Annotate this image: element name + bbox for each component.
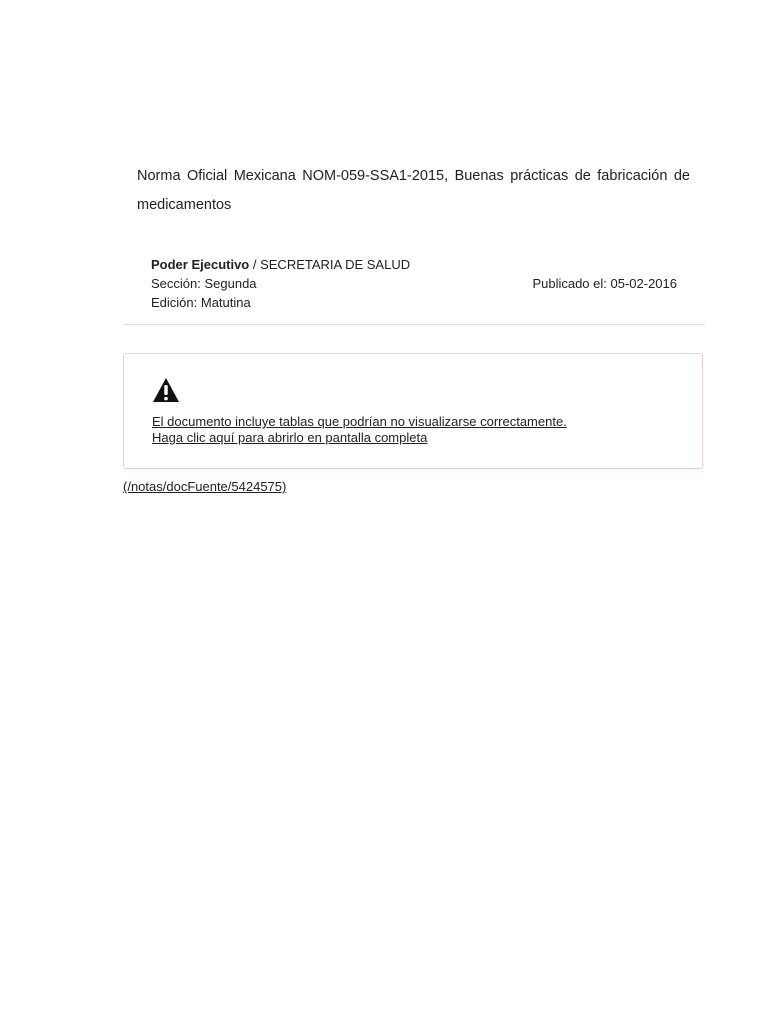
edition-label: Edición: Matutina bbox=[151, 295, 251, 310]
branch-agency bbox=[151, 255, 410, 274]
meta-row-section bbox=[151, 274, 677, 293]
publication-meta bbox=[151, 255, 677, 312]
divider bbox=[123, 324, 705, 325]
open-fullscreen-link[interactable] bbox=[152, 414, 567, 446]
branch-separator: / bbox=[249, 257, 261, 272]
tables-warning-alert bbox=[123, 353, 703, 469]
source-document-link[interactable]: (/notas/docFuente/5424575) bbox=[123, 479, 287, 494]
meta-row-branch bbox=[151, 255, 677, 274]
agency-label: SECRETARIA DE SALUD bbox=[260, 257, 411, 272]
document-title: Norma Oficial Mexicana NOM-059-SSA1-2015, Buenas prácticas de fabricación de medicamentos bbox=[137, 168, 690, 213]
meta-row-edition bbox=[151, 293, 677, 312]
warning-icon bbox=[152, 377, 180, 403]
section-label: Sección: Segunda bbox=[151, 276, 257, 291]
branch-label: Poder Ejecutivo bbox=[151, 257, 250, 272]
published-date: Publicado el: 05-02-2016 bbox=[532, 276, 677, 291]
alert-line-2: Haga clic aquí para abrirlo en pantalla completa bbox=[152, 430, 428, 445]
alert-line-1: El documento incluye tablas que podrían no visualizarse correctamente. bbox=[152, 414, 567, 429]
